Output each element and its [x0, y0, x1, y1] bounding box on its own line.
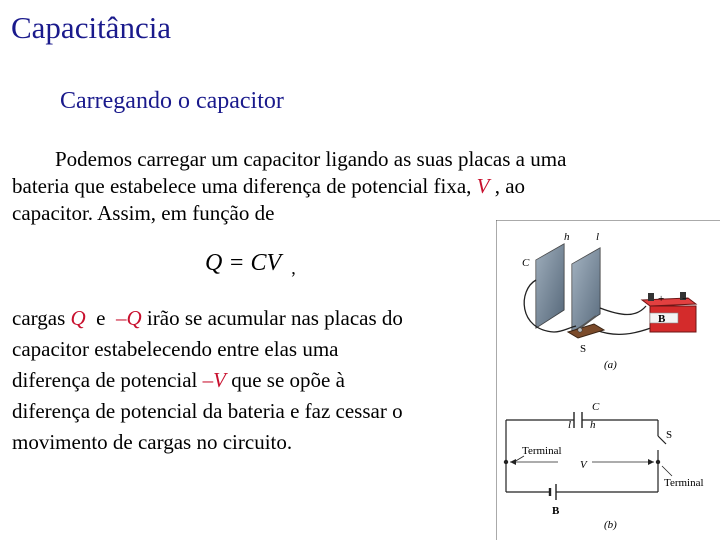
explanation-line-5: movimento de cargas no circuito.	[12, 430, 293, 454]
charge-neg-q-symbol: –Q	[116, 306, 142, 330]
label-b-bottom: B	[552, 505, 560, 517]
explanation-line-3-pre: diferença de potencial	[12, 368, 203, 392]
label-h-top: h	[564, 231, 570, 243]
explanation-line-1-pre: cargas	[12, 306, 71, 330]
label-c-top: C	[522, 257, 530, 269]
intro-line-1: Podemos carregar um capacitor ligando as suas placas a uma	[55, 147, 567, 171]
label-v: V	[580, 459, 587, 471]
label-h-bottom: h	[590, 419, 596, 431]
explanation-line-3-post: que se opõe à	[225, 368, 345, 392]
explanation-line-1-mid: e	[85, 306, 116, 330]
explanation-line-4: diferença de potencial da bateria e faz cessar o	[12, 399, 403, 423]
label-c-bottom: C	[592, 401, 600, 413]
voltage-symbol: V	[476, 174, 490, 198]
explanation-line-3	[12, 365, 492, 396]
capacitor-plates-drawing	[536, 244, 600, 332]
explanation-line-1-post: irão se acumular nas placas do	[141, 306, 403, 330]
slide-subtitle: Carregando o capacitor	[60, 88, 284, 114]
label-s-bottom: S	[666, 429, 673, 441]
label-minus: −	[682, 293, 689, 305]
charge-equation	[205, 250, 296, 277]
label-l-bottom: l	[568, 419, 572, 431]
intro-line-3: capacitor. Assim, em função de	[12, 201, 275, 225]
label-b-top: B	[658, 313, 666, 325]
label-plus: +	[658, 293, 665, 305]
intro-paragraph	[12, 146, 652, 227]
wire-plate-to-battery	[600, 306, 646, 315]
label-s-top: S	[580, 343, 587, 355]
explanation-line-1	[12, 303, 492, 334]
label-terminal-right: Terminal	[664, 477, 704, 489]
charge-q-symbol: Q	[70, 306, 86, 330]
caption-b: (b)	[604, 519, 617, 531]
intro-line-2-text: bateria que estabelece uma diferença de potencial fixa,	[12, 174, 477, 198]
explanation-line-2: capacitor estabelecendo entre elas uma	[12, 337, 339, 361]
caption-a: (a)	[604, 359, 617, 371]
neg-voltage-symbol: –V	[202, 368, 226, 392]
intro-line-2	[12, 173, 652, 200]
label-terminal-left: Terminal	[522, 445, 562, 457]
equation-comma: ,	[291, 258, 296, 278]
slide-title: Capacitância	[11, 10, 172, 45]
equation-text: Q = CV	[205, 250, 282, 276]
capacitor-circuit-figure	[496, 220, 720, 550]
circuit-illustration	[496, 220, 720, 550]
intro-line-2-end: , ao	[489, 174, 526, 198]
label-l-top: l	[596, 231, 600, 243]
explanation-paragraph	[12, 303, 492, 458]
